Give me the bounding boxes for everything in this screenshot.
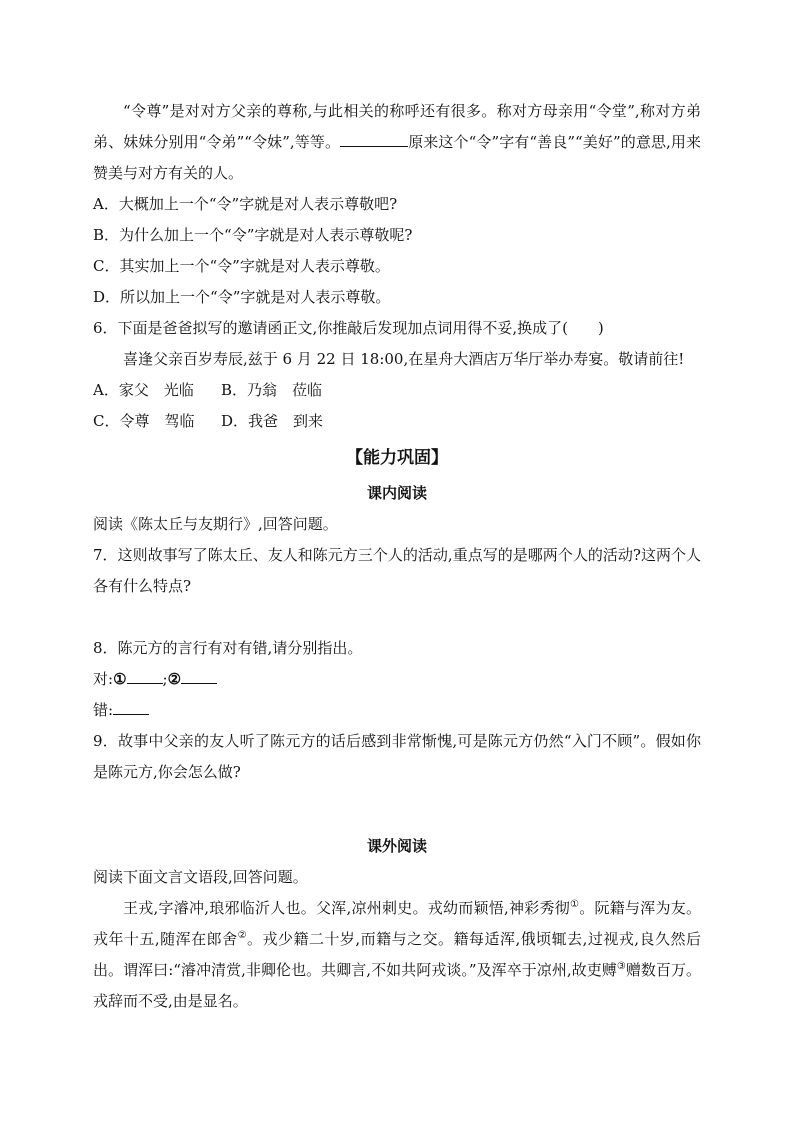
q6-quote: 喜逢父亲百岁寿辰,兹于 6 月 22 日 18:00,在星舟大酒店万华厅举办寿宴。敬请前往!	[123, 350, 685, 368]
q9: 9．故事中父亲的友人听了陈元方的话后感到非常惭愧,可是陈元方仍然“入门不顾”。假如你是陈元方,你会怎么做?	[93, 732, 701, 781]
q8: 8．陈元方的言行有对有错,请分别指出。	[93, 639, 363, 657]
q7-answer-space[interactable]	[93, 602, 701, 633]
footnote-1: ①	[570, 899, 580, 910]
q8-wrong-label: 错:	[93, 701, 114, 719]
q6-stem: 6．下面是爸爸拟写的邀请函正文,你推敲后发现加点词用得不妥,换成了( )	[93, 319, 604, 337]
outclass-intro: 阅读下面文言文语段,回答问题。	[93, 868, 308, 886]
q6-options-row-1	[93, 375, 701, 406]
inclass-intro: 阅读《陈太丘与友期行》,回答问题。	[93, 515, 338, 533]
q8-right-label: 对:	[93, 670, 114, 688]
q6-option-b: B．乃翁 莅临	[221, 381, 323, 399]
section-title: 【能力巩固】	[346, 448, 448, 468]
circled-2: ②	[167, 670, 182, 688]
q7: 7．这则故事写了陈太丘、友人和陈元方三个人的活动,重点写的是哪两个人的活动?这两个人各有什么特点?	[93, 546, 701, 595]
q6-option-a: A．家父 光临	[93, 381, 194, 399]
circled-1: ①	[113, 670, 127, 688]
paragraph-intro	[93, 96, 701, 189]
q5-option-a: A．大概加上一个“令”字就是对人表示尊敬吧?	[93, 195, 398, 213]
q6-options-row-2	[93, 406, 701, 437]
q8-right-line	[93, 664, 701, 695]
q5-option-d: D．所以加上一个“令”字就是对人表示尊敬。	[93, 288, 391, 306]
q9-answer-space[interactable]	[93, 788, 701, 828]
q5-option-b: B．为什么加上一个“令”字就是对人表示尊敬呢?	[93, 226, 413, 244]
answer-blank-3[interactable]	[113, 699, 149, 715]
q6-option-c: C．令尊 驾临	[93, 412, 195, 430]
answer-blank-1[interactable]	[127, 668, 163, 684]
answer-blank-2[interactable]	[181, 668, 217, 684]
intro-text-b: 原来这个“令”字有“善良”“美好”的意思,用来赞美与对方有关的人。	[93, 133, 701, 182]
outclass-title: 课外阅读	[366, 837, 427, 855]
passage-text-3: 。戎少籍二十岁,而籍与之交。籍每适浑,俄顷辄去,过视戎,良久然后出。谓浑曰:“濬冲清赏,非卿伦也。共卿言,不如共阿戎谈。”及浑卒于凉州,故吏赙	[93, 930, 701, 979]
intro-text-a: “令尊”是对对方父亲的尊称,与此相关的称呼还有很多。称对方母亲用“令堂”,称对方弟弟、妹妹分别用“令弟”“令妹”,等等。	[93, 102, 701, 151]
footnote-2: ②	[237, 930, 248, 941]
passage-text-1: 王戎,字濬冲,琅邪临沂人也。父浑,凉州刺史。戎幼而颖悟,神彩秀彻	[123, 899, 571, 917]
q5-option-c: C．其实加上一个“令”字就是对人表示尊敬。	[93, 257, 390, 275]
inclass-title: 课内阅读	[366, 484, 427, 502]
document-page	[93, 96, 701, 1017]
passage-text-4: 赠数百万。戎辞而不受,由是显名。	[93, 961, 701, 1010]
q8-wrong-line	[93, 695, 701, 726]
passage-text-2: 。阮籍与浑为友。戎年十五,随浑在郎舍	[93, 899, 701, 948]
answer-blank[interactable]	[340, 131, 408, 147]
footnote-3: ③	[616, 961, 626, 972]
q6-option-d: D．我爸 到来	[221, 412, 324, 430]
classical-passage	[93, 893, 701, 1017]
separator: ;	[162, 670, 168, 688]
